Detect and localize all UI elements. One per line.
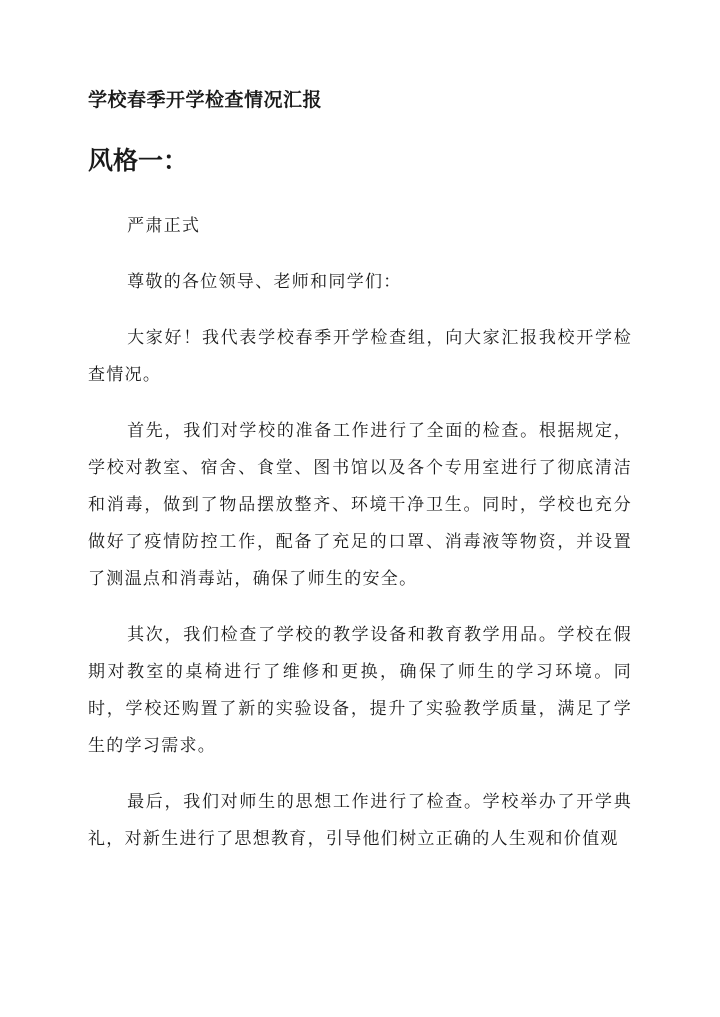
document-title: 学校春季开学检查情况汇报 bbox=[88, 89, 323, 111]
paragraph-salutation: 尊敬的各位领导、老师和同学们： bbox=[127, 272, 402, 292]
document-body bbox=[88, 208, 632, 877]
paragraph-first: 首先，我们对学校的准备工作进行了全面的检查。根据规定，学校对教室、宿舍、食堂、图书馆以及各个专用室进行了彻底清洁和消毒，做到了物品摆放整齐、环境干净卫生。同时，学校也充分做好了疫情防控工作，配备了充足的口罩、消毒液等物资，并设置了测温点和消毒站，确保了师生的安全。 bbox=[88, 421, 632, 589]
paragraph-greeting: 大家好！我代表学校春季开学检查组，向大家汇报我校开学检查情况。 bbox=[88, 328, 632, 385]
paragraph-style-label: 严肃正式 bbox=[127, 216, 201, 236]
section-heading: 风格一： bbox=[88, 146, 189, 175]
paragraph-last: 最后，我们对师生的思想工作进行了检查。学校举办了开学典礼，对新生进行了思想教育，引导他们树立正确的人生观和价值观 bbox=[88, 792, 632, 849]
paragraph-second: 其次，我们检查了学校的教学设备和教育教学用品。学校在假期对教室的桌椅进行了维修和更换，确保了师生的学习环境。同时，学校还购置了新的实验设备，提升了实验教学质量，满足了学生的学习需求。 bbox=[88, 625, 632, 756]
